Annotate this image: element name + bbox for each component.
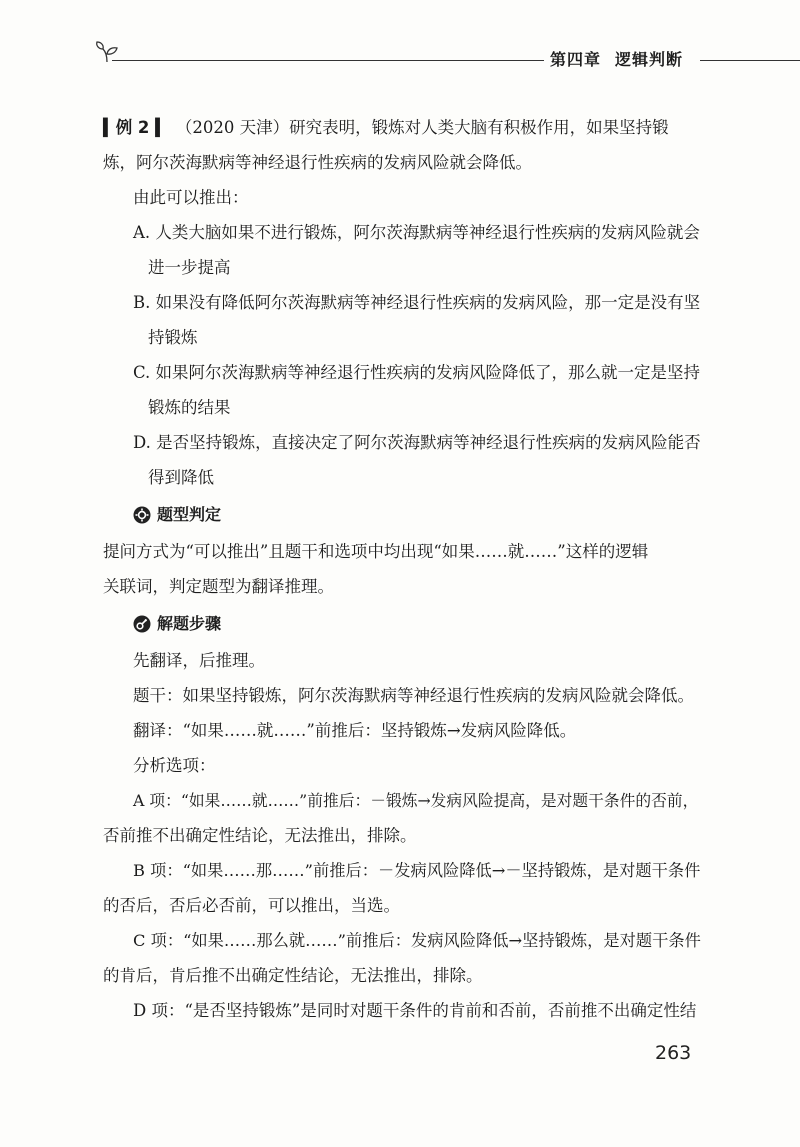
chapter-number: 第四章 bbox=[550, 50, 602, 69]
page-number: 263 bbox=[655, 1042, 692, 1064]
example-line-2: 炼，阿尔茨海默病等神经退行性疾病的发病风险就会降低。 bbox=[103, 153, 532, 172]
question-type-line-1: 提问方式为“可以推出”且题干和选项中均出现“如果……就……”这样的逻辑 bbox=[103, 542, 649, 561]
option-c-cont: 锻炼的结果 bbox=[148, 398, 231, 417]
page-content bbox=[103, 110, 703, 1028]
option-d-cont: 得到降低 bbox=[148, 468, 214, 487]
gear-badge-icon bbox=[133, 506, 151, 524]
analysis-label: 分析选项： bbox=[133, 756, 216, 775]
question-prompt: 由此可以推出： bbox=[133, 188, 249, 207]
example-marker: ▍例 2 ▍ bbox=[103, 118, 168, 137]
option-b-cont: 持锻炼 bbox=[148, 328, 198, 347]
analysis-c-line-1: C 项：“如果……那么就……”前推后：发病风险降低→坚持锻炼，是对题干条件 bbox=[133, 931, 701, 950]
solution-step: 先翻译，后推理。 bbox=[133, 651, 265, 670]
chapter-heading bbox=[550, 47, 700, 70]
question-type-line-2: 关联词，判定题型为翻译推理。 bbox=[103, 577, 334, 596]
header-rule-left bbox=[112, 60, 544, 61]
header-rule-right bbox=[700, 60, 800, 61]
option-c: C. 如果阿尔茨海默病等神经退行性疾病的发病风险降低了，那么就一定是坚持 bbox=[133, 363, 701, 382]
solution-stem: 题干：如果坚持锻炼，阿尔茨海默病等神经退行性疾病的发病风险就会降低。 bbox=[133, 686, 694, 705]
section-solution-steps-title: 解题步骤 bbox=[157, 614, 222, 633]
option-a: A. 人类大脑如果不进行锻炼，阿尔茨海默病等神经退行性疾病的发病风险就会 bbox=[133, 223, 700, 242]
key-badge-icon bbox=[133, 615, 151, 633]
page-header bbox=[90, 36, 750, 76]
analysis-d-line-1: D 项：“是否坚持锻炼”是同时对题干条件的肯前和否前，否前推不出确定性结 bbox=[133, 1001, 697, 1020]
example-line-1: ▍例 2 ▍ （2020 天津）研究表明，锻炼对人类大脑有积极作用，如果坚持锻 bbox=[103, 118, 669, 137]
solution-translation: 翻译：“如果……就……”前推后：坚持锻炼→发病风险降低。 bbox=[133, 721, 577, 740]
section-question-type-title: 题型判定 bbox=[157, 505, 222, 524]
section-solution-steps bbox=[103, 606, 703, 641]
chapter-title: 逻辑判断 bbox=[615, 50, 684, 69]
analysis-b-line-2: 的否后，否后必否前，可以推出，当选。 bbox=[103, 896, 400, 915]
analysis-a-line-1: A 项：“如果……就……”前推后：－锻炼→发病风险提高，是对题干条件的否前， bbox=[133, 791, 699, 810]
analysis-b-line-1: B 项：“如果……那……”前推后：－发病风险降低→－坚持锻炼，是对题干条件 bbox=[133, 861, 701, 880]
analysis-c-line-2: 的肯后，肯后推不出确定性结论，无法推出，排除。 bbox=[103, 966, 483, 985]
option-d: D. 是否坚持锻炼，直接决定了阿尔茨海默病等神经退行性疾病的发病风险能否 bbox=[133, 433, 701, 452]
section-question-type bbox=[103, 497, 703, 532]
option-b: B. 如果没有降低阿尔茨海默病等神经退行性疾病的发病风险，那一定是没有坚 bbox=[133, 293, 701, 312]
option-a-cont: 进一步提高 bbox=[148, 258, 231, 277]
analysis-a-line-2: 否前推不出确定性结论，无法推出，排除。 bbox=[103, 826, 417, 845]
